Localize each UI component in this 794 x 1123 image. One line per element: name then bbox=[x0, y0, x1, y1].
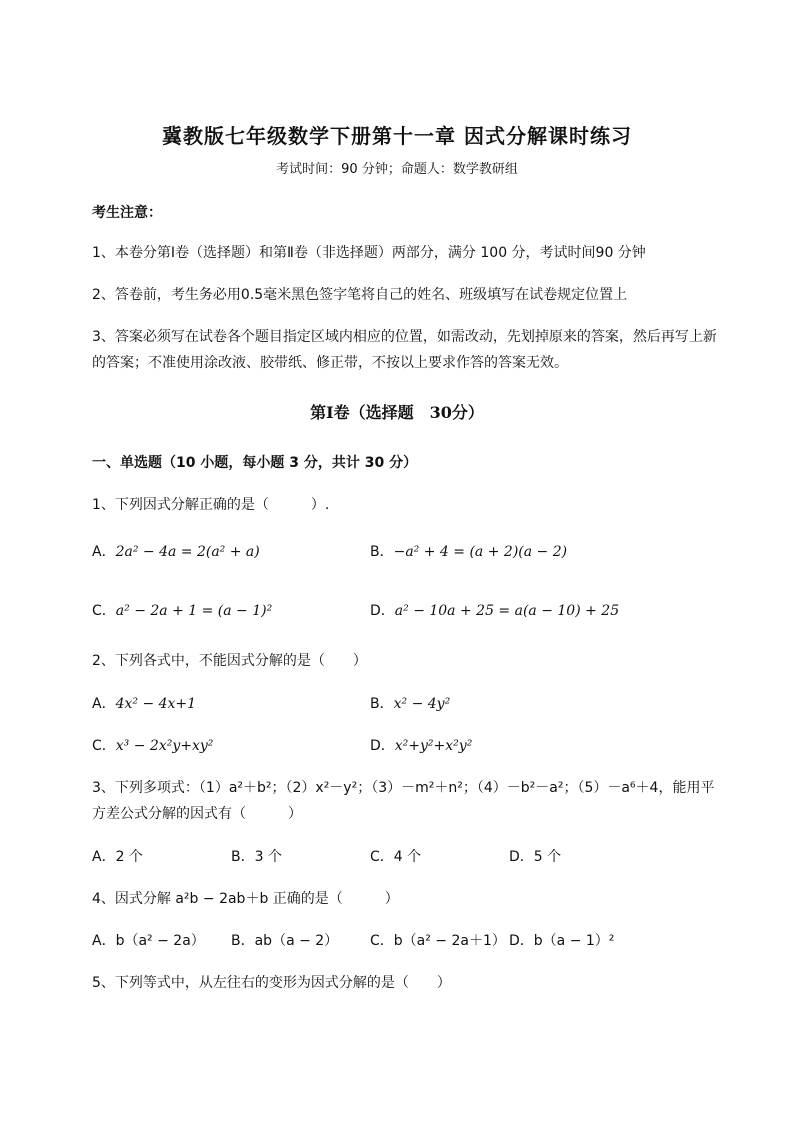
option-text: 4x² − 4x+1 bbox=[115, 696, 197, 712]
option-text: a² − 2a + 1 = (a − 1)² bbox=[115, 603, 273, 619]
question-5-stem: 5、下列等式中，从左往右的变形为因式分解的是（ ） bbox=[92, 975, 451, 991]
option-text: a² − 10a + 25 = a(a − 10) + 25 bbox=[394, 603, 620, 619]
option-text: x²+y²+x²y² bbox=[394, 738, 473, 754]
question-3-option-d[interactable]: D．5 个 bbox=[509, 849, 562, 865]
question-1-option-b[interactable] bbox=[370, 541, 567, 561]
option-label: A． bbox=[92, 544, 116, 560]
option-label: C． bbox=[92, 738, 116, 754]
option-label: C． bbox=[92, 603, 116, 619]
question-4-option-a[interactable]: A．b（a² − 2a） bbox=[92, 933, 205, 949]
question-1-stem: 1、下列因式分解正确的是（ ）. bbox=[92, 497, 330, 513]
question-4-stem: 4、因式分解 a²b − 2ab＋b 正确的是（ ） bbox=[92, 891, 399, 907]
exam-info: 考试时间：90 分钟；命题人：数学教研组 bbox=[276, 162, 518, 177]
question-4-option-b[interactable]: B．ab（a − 2） bbox=[231, 933, 339, 949]
question-3-stem-line2: 方差公式分解的因式有（ ） bbox=[92, 806, 302, 822]
option-text: x³ − 2x²y+xy² bbox=[115, 738, 214, 754]
part-heading: 一、单选题（10 小题，每小题 3 分，共计 30 分） bbox=[92, 455, 418, 471]
option-label: D． bbox=[370, 738, 395, 754]
question-4-option-d[interactable]: D．b（a − 1）² bbox=[509, 933, 615, 949]
question-2-option-b[interactable] bbox=[370, 693, 450, 713]
option-label: A． bbox=[92, 696, 116, 712]
page-title: 冀教版七年级数学下册第十一章 因式分解课时练习 bbox=[162, 124, 632, 148]
notice-item-3-line1: 3、答案必须写在试卷各个题目指定区域内相应的位置，如需改动，先划掉原来的答案，然后再写上新 bbox=[92, 329, 717, 345]
question-1-option-d[interactable] bbox=[370, 600, 619, 620]
section-title: 第Ⅰ卷（选择题 30分） bbox=[310, 403, 484, 422]
question-1-option-a[interactable] bbox=[92, 541, 260, 561]
option-text: x² − 4y² bbox=[393, 696, 451, 712]
option-label: D． bbox=[370, 603, 395, 619]
option-text: −a² + 4 = (a + 2)(a − 2) bbox=[393, 544, 568, 560]
question-3-stem-line1: 3、下列多项式：（1）a²＋b²；（2）x²－y²；（3）－m²＋n²；（4）－b²－a²；（5）－a⁶＋4，能用平 bbox=[92, 780, 715, 796]
option-text: 2a² − 4a = 2(a² + a) bbox=[115, 544, 260, 560]
question-2-option-c[interactable] bbox=[92, 735, 213, 755]
option-label: B． bbox=[370, 696, 394, 712]
question-1-option-c[interactable] bbox=[92, 600, 272, 620]
question-4-option-c[interactable]: C．b（a² − 2a＋1） bbox=[370, 933, 506, 949]
notice-heading: 考生注意： bbox=[92, 205, 162, 221]
notice-item-2: 2、答卷前，考生务必用0.5毫米黑色签字笔将自己的姓名、班级填写在试卷规定位置上 bbox=[92, 287, 628, 303]
question-2-option-a[interactable] bbox=[92, 693, 196, 713]
question-2-option-d[interactable] bbox=[370, 735, 472, 755]
notice-item-1: 1、本卷分第Ⅰ卷（选择题）和第Ⅱ卷（非选择题）两部分，满分 100 分，考试时间90 分钟 bbox=[92, 245, 646, 261]
option-label: B． bbox=[370, 544, 394, 560]
question-3-option-a[interactable]: A．2 个 bbox=[92, 849, 143, 865]
notice-item-3-line2: 的答案；不准使用涂改液、胶带纸、修正带，不按以上要求作答的答案无效。 bbox=[92, 355, 568, 371]
question-3-option-b[interactable]: B．3 个 bbox=[231, 849, 282, 865]
question-3-option-c[interactable]: C．4 个 bbox=[370, 849, 422, 865]
question-2-stem: 2、下列各式中，不能因式分解的是（ ） bbox=[92, 653, 367, 669]
